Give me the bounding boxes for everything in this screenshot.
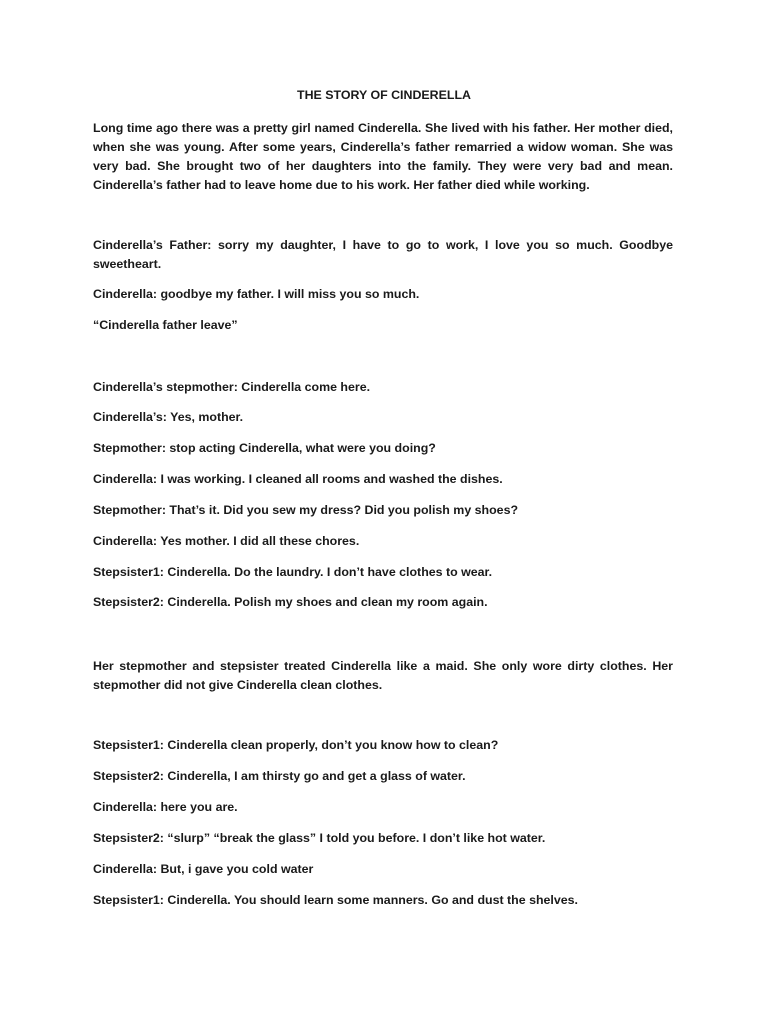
dialogue-line: Stepsister2: Cinderella, I am thirsty go and get a glass of water. [93,769,466,783]
dialogue-line: Cinderella: I was working. I cleaned all rooms and washed the dishes. [93,472,503,486]
dialogue-line: Stepmother: That’s it. Did you sew my dress? Did you polish my shoes? [93,503,519,517]
dialogue-line: Cinderella’s: Yes, mother. [93,410,244,424]
dialogue-line: Cinderella: goodbye my father. I will miss you so much. [93,287,420,301]
dialogue-line: Stepsister1: Cinderella. Do the laundry. I don’t have clothes to wear. [93,565,493,579]
dialogue-line: Stepsister2: “slurp” “break the glass” I told you before. I don’t like hot water. [93,831,546,845]
dialogue-line: Stepsister1: Cinderella clean properly, don’t you know how to clean? [93,738,499,752]
dialogue-line: “Cinderella father leave” [93,318,238,332]
intro-paragraph: Long time ago there was a pretty girl named Cinderella. She lived with his father. Her mother died, when she was young. After some years, Cinderella’s father remarried a widow woman. She was very bad. She brought two of her daughters into the family. They were very bad and mean. Cinderella’s father had to leave home due to his work. Her father died while working. [93,121,673,192]
dialogue-line: Cinderella: here you are. [93,800,238,814]
dialogue-line: Stepmother: stop acting Cinderella, what were you doing? [93,441,436,455]
document-title: THE STORY OF CINDERELLA [297,88,471,102]
narration-paragraph: Her stepmother and stepsister treated Cinderella like a maid. She only wore dirty clothes. Her stepmother did not give Cinderella clean clothes. [93,659,673,692]
dialogue-line: Stepsister2: Cinderella. Polish my shoes and clean my room again. [93,595,488,609]
dialogue-line: Cinderella: But, i gave you cold water [93,862,314,876]
dialogue-line: Cinderella: Yes mother. I did all these chores. [93,534,360,548]
dialogue-line: Stepsister1: Cinderella. You should learn some manners. Go and dust the shelves. [93,893,578,907]
father-dialogue: Cinderella’s Father: sorry my daughter, I have to go to work, I love you so much. Goodbye sweetheart. [93,238,673,271]
dialogue-line: Cinderella’s stepmother: Cinderella come here. [93,380,371,394]
